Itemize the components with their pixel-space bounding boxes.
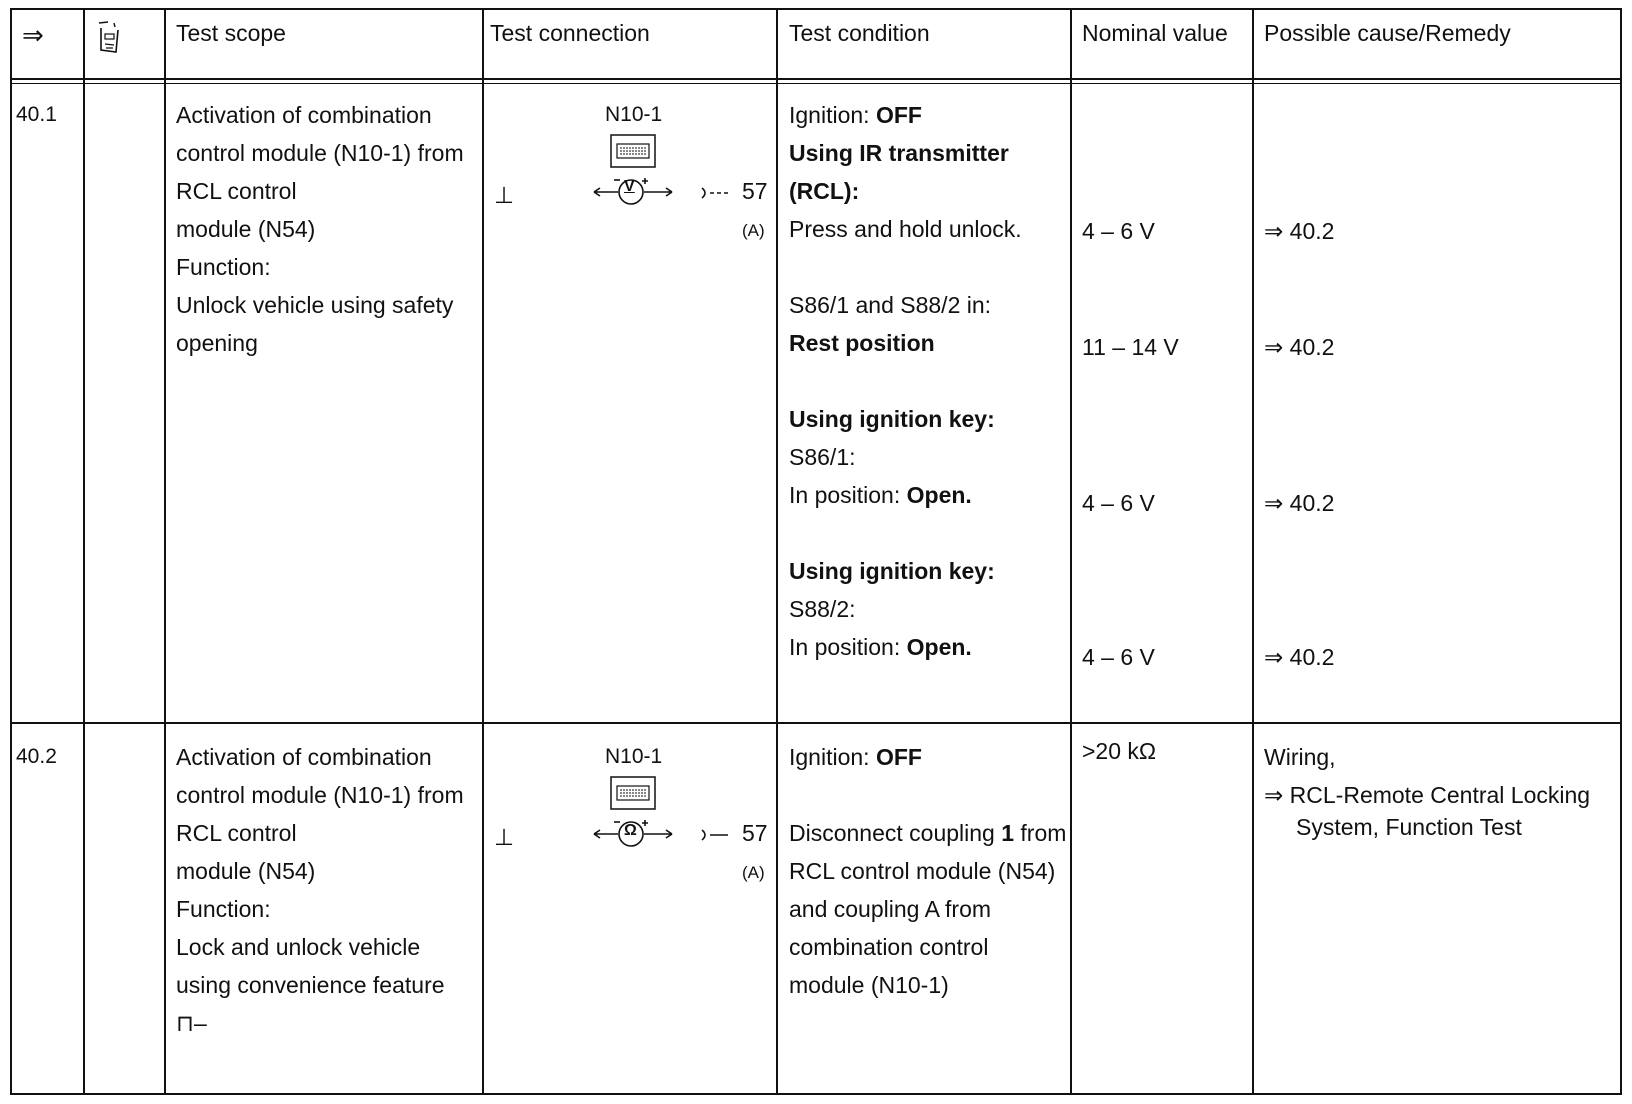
condition-text: Ignition: xyxy=(789,744,876,770)
test-condition-cell xyxy=(789,738,1066,1004)
condition-text: In position: xyxy=(789,482,907,508)
condition-line xyxy=(789,852,1066,890)
condition-emphasis: OFF xyxy=(875,102,922,128)
condition-emphasis: Open. xyxy=(906,482,972,508)
condition-text: S86/1: xyxy=(789,444,856,470)
condition-line xyxy=(789,248,1022,286)
header-nominal-value: Nominal value xyxy=(1082,20,1228,46)
remedy-line: Wiring, xyxy=(1264,744,1336,770)
condition-emphasis: Using ignition key: xyxy=(789,558,995,584)
condition-line xyxy=(789,628,1022,666)
condition-text: from xyxy=(1014,820,1067,846)
condition-line xyxy=(789,476,1022,514)
nominal-value: 11 – 14 V xyxy=(1082,334,1179,360)
condition-line xyxy=(789,134,1022,172)
condition-emphasis: OFF xyxy=(875,744,922,770)
condition-text: S86/1 and S88/2 in: xyxy=(789,292,992,318)
scope-line: Lock and unlock vehicle xyxy=(176,934,421,960)
header-arrow: ⇒ xyxy=(22,20,44,50)
header-test-condition: Test condition xyxy=(789,20,930,46)
remedy-link: ⇒ 40.2 xyxy=(1264,644,1335,670)
meter-symbol: V xyxy=(624,178,635,195)
remedy-line: System, Function Test xyxy=(1296,814,1522,840)
table-border-bottom xyxy=(10,1093,1622,1095)
condition-line xyxy=(789,324,1022,362)
remedy-link: ⇒ 40.2 xyxy=(1264,218,1335,244)
condition-line xyxy=(789,400,1022,438)
remedy-link: ⇒ 40.2 xyxy=(1264,334,1335,360)
voltmeter-icon xyxy=(592,172,674,211)
nominal-value: 4 – 6 V xyxy=(1082,218,1155,244)
condition-line xyxy=(789,776,1066,814)
condition-line xyxy=(789,814,1066,852)
scope-line: module (N54) xyxy=(176,858,316,884)
pin-connector-icon xyxy=(700,186,730,205)
col-divider-icon xyxy=(164,8,166,1095)
condition-line xyxy=(789,590,1022,628)
row-id: 40.2 xyxy=(16,745,57,768)
condition-text: and coupling A from xyxy=(789,896,992,922)
ground-symbol: ⊥ xyxy=(494,824,515,850)
col-divider-condition xyxy=(1070,8,1072,1095)
condition-text: Disconnect coupling xyxy=(789,820,1002,846)
ohmmeter-icon xyxy=(592,814,674,853)
header-test-connection: Test connection xyxy=(490,20,650,46)
scope-line: RCL control xyxy=(176,178,297,204)
condition-line xyxy=(789,438,1022,476)
condition-emphasis: Rest position xyxy=(789,330,935,356)
condition-line xyxy=(789,514,1022,552)
condition-text: Press and hold unlock. xyxy=(789,216,1022,242)
coupling-label: (A) xyxy=(742,863,765,882)
condition-text: Ignition: xyxy=(789,102,876,128)
scope-line: Unlock vehicle using safety xyxy=(176,292,454,318)
table-border-top xyxy=(10,8,1622,10)
condition-line xyxy=(789,738,1066,776)
pin-number: 57 xyxy=(742,820,768,846)
remedy-link: ⇒ 40.2 xyxy=(1264,490,1335,516)
scope-line: control module (N10-1) from xyxy=(176,782,464,808)
pin-number: 57 xyxy=(742,178,768,204)
condition-line xyxy=(789,96,1022,134)
nominal-value: >20 kΩ xyxy=(1082,738,1157,764)
condition-emphasis: Open. xyxy=(906,634,972,660)
col-border-left xyxy=(10,8,12,1095)
condition-text: In position: xyxy=(789,634,907,660)
test-condition-cell xyxy=(789,96,1022,666)
scope-line: RCL control xyxy=(176,820,297,846)
test-scope-cell xyxy=(176,96,464,362)
condition-emphasis: Using ignition key: xyxy=(789,406,995,432)
condition-text: RCL control module (N54) xyxy=(789,858,1056,884)
scope-line: Activation of combination xyxy=(176,744,432,770)
remedy-line: ⇒ RCL-Remote Central Locking xyxy=(1264,782,1591,808)
scope-line: Activation of combination xyxy=(176,102,432,128)
condition-text: combination control xyxy=(789,934,989,960)
coupling-label: (A) xyxy=(742,221,765,240)
module-label: N10-1 xyxy=(605,745,663,768)
ground-symbol: ⊥ xyxy=(494,182,515,208)
tester-icon xyxy=(96,20,122,61)
header-test-scope: Test scope xyxy=(176,20,286,46)
test-scope-cell xyxy=(176,738,464,1042)
col-divider-scope xyxy=(482,8,484,1095)
col-border-right xyxy=(1620,8,1622,1095)
scope-line: ⊓– xyxy=(176,1010,207,1036)
scope-line: Function: xyxy=(176,896,271,922)
nominal-value: 4 – 6 V xyxy=(1082,644,1155,670)
scope-line: using convenience feature xyxy=(176,972,445,998)
row-divider xyxy=(10,722,1622,724)
header-divider-inner xyxy=(10,83,1622,84)
col-divider-arrow xyxy=(83,8,85,1095)
scope-line: control module (N10-1) from xyxy=(176,140,464,166)
col-divider-nominal xyxy=(1252,8,1254,1095)
module-connector-icon xyxy=(610,134,656,173)
nominal-value: 4 – 6 V xyxy=(1082,490,1155,516)
condition-line xyxy=(789,890,1066,928)
condition-line xyxy=(789,966,1066,1004)
condition-line xyxy=(789,928,1066,966)
meter-symbol: Ω xyxy=(624,822,637,839)
condition-emphasis: Using IR transmitter xyxy=(789,140,1009,166)
scope-line: module (N54) xyxy=(176,216,316,242)
scope-line: opening xyxy=(176,330,258,356)
col-divider-connection xyxy=(776,8,778,1095)
module-connector-icon xyxy=(610,776,656,815)
condition-line xyxy=(789,210,1022,248)
header-remedy: Possible cause/Remedy xyxy=(1264,20,1511,46)
condition-emphasis: 1 xyxy=(1001,820,1015,846)
scope-line: Function: xyxy=(176,254,271,280)
condition-line xyxy=(789,172,1022,210)
condition-emphasis: (RCL): xyxy=(789,178,860,204)
condition-line xyxy=(789,362,1022,400)
header-divider xyxy=(10,78,1622,80)
module-label: N10-1 xyxy=(605,103,663,126)
condition-line xyxy=(789,552,1022,590)
condition-text: module (N10-1) xyxy=(789,972,949,998)
condition-line xyxy=(789,286,1022,324)
condition-text: S88/2: xyxy=(789,596,856,622)
row-id: 40.1 xyxy=(16,103,57,126)
pin-connector-icon xyxy=(700,828,730,847)
